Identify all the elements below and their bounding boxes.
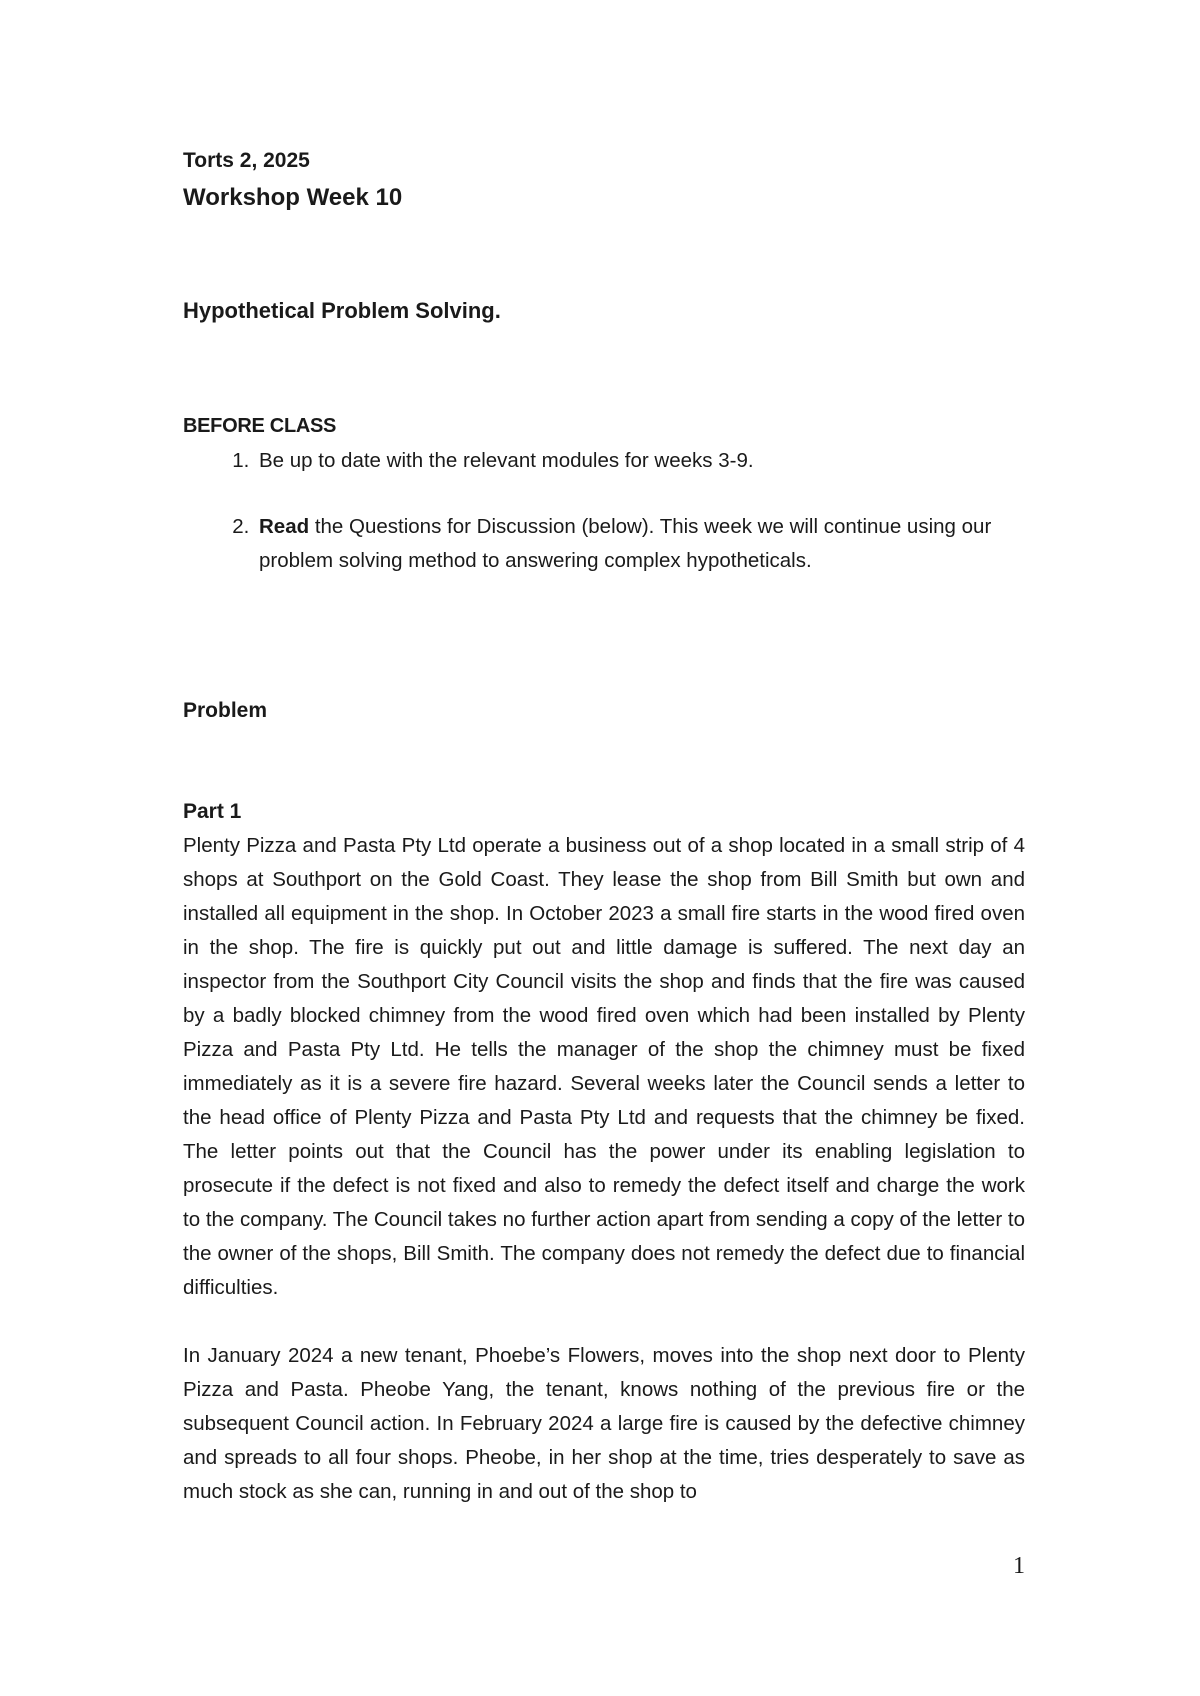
problem-paragraph: Plenty Pizza and Pasta Pty Ltd operate a business out of a shop located in a small strip of 4 shops at Southport on the Gold Coast. They lease the shop from Bill Smith but own and installed all equipment in the shop. In October 2023 a small fire starts in the wood fired oven in the shop. The fire is quickly put out and little damage is suffered. The next day an inspector from the Southport City Council visits the shop and finds that the fire was caused by a badly blocked chimney from the wood fired oven which had been installed by Plenty Pizza and Pasta Pty Ltd. He tells the manager of the shop the chimney must be fixed immediately as it is a severe fire hazard. Several weeks later the Council sends a letter to the head office of Plenty Pizza and Pasta Pty Ltd and requests that the chimney be fixed. The letter points out that the Council has the power under its enabling legislation to prosecute if the defect is not fixed and also to remedy the defect itself and charge the work to the company. The Council takes no further action apart from sending a copy of the letter to the owner of the shops, Bill Smith. The company does not remedy the defect due to financial difficulties. [183, 834, 1025, 1299]
before-class-item-text: the Questions for Discussion (below). This week we will continue using our problem solving method to answering complex hypotheticals. [259, 515, 992, 572]
before-class-item-emphasis: Read [259, 515, 310, 538]
before-class-item [255, 510, 1025, 578]
before-class-item [255, 444, 1025, 478]
document-body [183, 146, 1025, 1509]
part-heading: Part 1 [183, 800, 242, 823]
page-number: 1 [1013, 1553, 1025, 1579]
problem-paragraph: In January 2024 a new tenant, Phoebe’s Flowers, moves into the shop next door to Plenty Pizza and Pasta. Pheobe Yang, the tenant, knows nothing of the previous fire or the subsequent Council action. In February 2024 a large fire is caused by the defective chimney and spreads to all four shops. Pheobe, in her shop at the time, tries desperately to save as much stock as she can, running in and out of the shop to [183, 1344, 1025, 1503]
document-subtitle: Hypothetical Problem Solving. [183, 298, 501, 323]
workshop-title: Workshop Week 10 [183, 184, 403, 211]
before-class-list [183, 444, 1025, 578]
problem-heading: Problem [183, 699, 268, 722]
before-class-item-text: Be up to date with the relevant modules for weeks 3-9. [259, 449, 754, 472]
before-class-heading: BEFORE CLASS [183, 415, 337, 437]
course-title: Torts 2, 2025 [183, 149, 310, 172]
